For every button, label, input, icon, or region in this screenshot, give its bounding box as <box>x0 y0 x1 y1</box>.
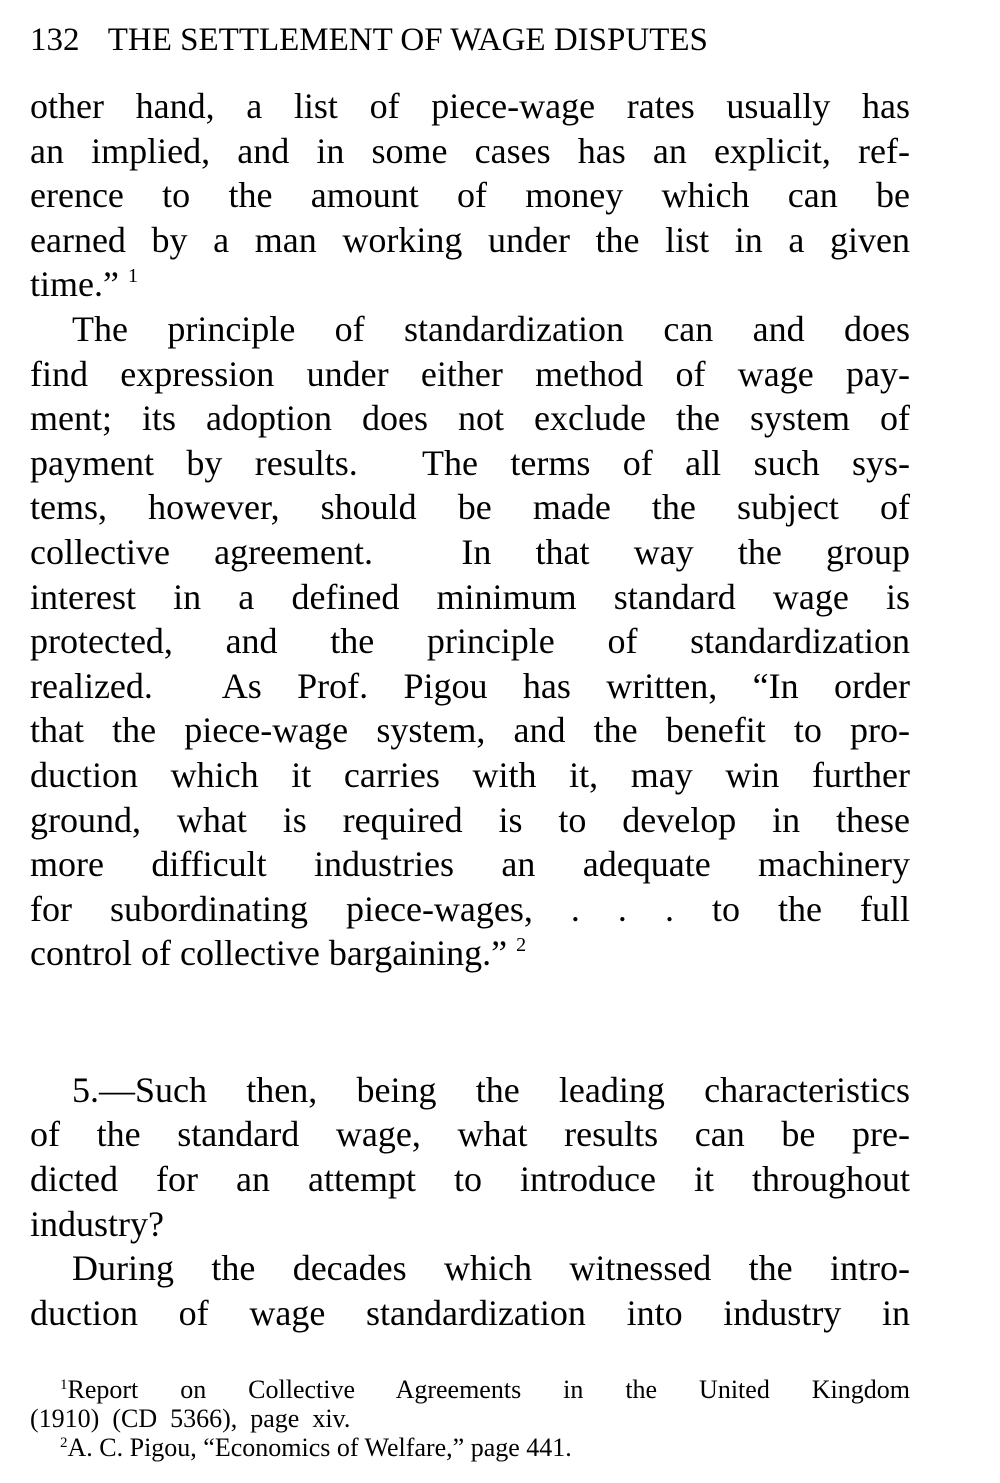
text-line: ground, what is required is to develop in these <box>30 799 910 840</box>
paragraph-standardization <box>30 307 910 976</box>
text-line: protected, and the principle of standardization <box>30 621 910 662</box>
footnotes <box>30 1375 910 1462</box>
text-line: duction which it carries with it, may win further <box>30 754 910 795</box>
text-line: The principle of standardization can and does <box>72 308 910 349</box>
text-line: ment; its adoption does not exclude the system of <box>30 398 910 439</box>
text-line: 5.—Such then, being the leading characteristics <box>72 1069 910 1110</box>
paragraph-decades <box>30 1246 910 1335</box>
text-line <box>30 262 910 307</box>
text-line: payment by results. The terms of all such sys- <box>30 442 910 483</box>
text-line: During the decades which witnessed the intro- <box>72 1248 910 1289</box>
text-line: (1910) (CD 5366), page xiv. <box>30 1404 351 1433</box>
text-line: erence to the amount of money which can be <box>30 175 910 216</box>
text-line: interest in a defined minimum standard wage is <box>30 576 910 617</box>
paragraph-continued <box>30 84 910 307</box>
text-line <box>30 931 910 976</box>
text-line: duction of wage standardization into industry in <box>30 1292 910 1333</box>
section-gap <box>30 976 910 1068</box>
text-line: collective agreement. In that way the group <box>30 531 910 572</box>
text-fragment: time.” <box>30 264 119 305</box>
text-line: that the piece-wage system, and the benefit to pro- <box>30 710 910 751</box>
footnote-reference: 1 <box>127 265 138 288</box>
footnote-marker: 2 <box>60 1435 68 1451</box>
footnote-2 <box>30 1433 910 1462</box>
text-line: more difficult industries an adequate machinery <box>30 844 910 885</box>
page-header <box>30 18 910 62</box>
page-number: 132 <box>30 22 80 58</box>
text-line <box>30 1433 910 1462</box>
text-line: dicted for an attempt to introduce it throughout <box>30 1159 910 1200</box>
text-fragment: A. C. Pigou, “Economics of Welfare,” page 441. <box>67 1433 572 1462</box>
text-line: realized. As Prof. Pigou has written, “In order <box>30 665 910 706</box>
running-title: THE SETTLEMENT OF WAGE DISPUTES <box>107 22 708 58</box>
text-line: tems, however, should be made the subject of <box>30 487 910 528</box>
text-line: earned by a man working under the list in a given <box>30 219 910 260</box>
text-line: an implied, and in some cases has an explicit, ref- <box>30 130 910 171</box>
footnote-1 <box>30 1375 910 1433</box>
text-line: for subordinating piece-wages, . . . to the full <box>30 888 910 929</box>
text-line: of the standard wage, what results can be pre- <box>30 1114 910 1155</box>
text-fragment: Report on Collective Agreements in the United Kingdom <box>67 1375 910 1404</box>
body-text <box>30 84 910 1335</box>
footnote-reference: 2 <box>516 934 527 957</box>
text-fragment: control of collective bargaining.” <box>30 933 508 974</box>
footnote-marker: 1 <box>60 1377 68 1393</box>
text-line <box>30 1375 910 1404</box>
text-line: industry? <box>30 1203 164 1244</box>
text-line: find expression under either method of wage pay- <box>30 353 910 394</box>
paragraph-section-5 <box>30 1068 910 1246</box>
text-line: other hand, a list of piece-wage rates usually has <box>30 86 910 126</box>
